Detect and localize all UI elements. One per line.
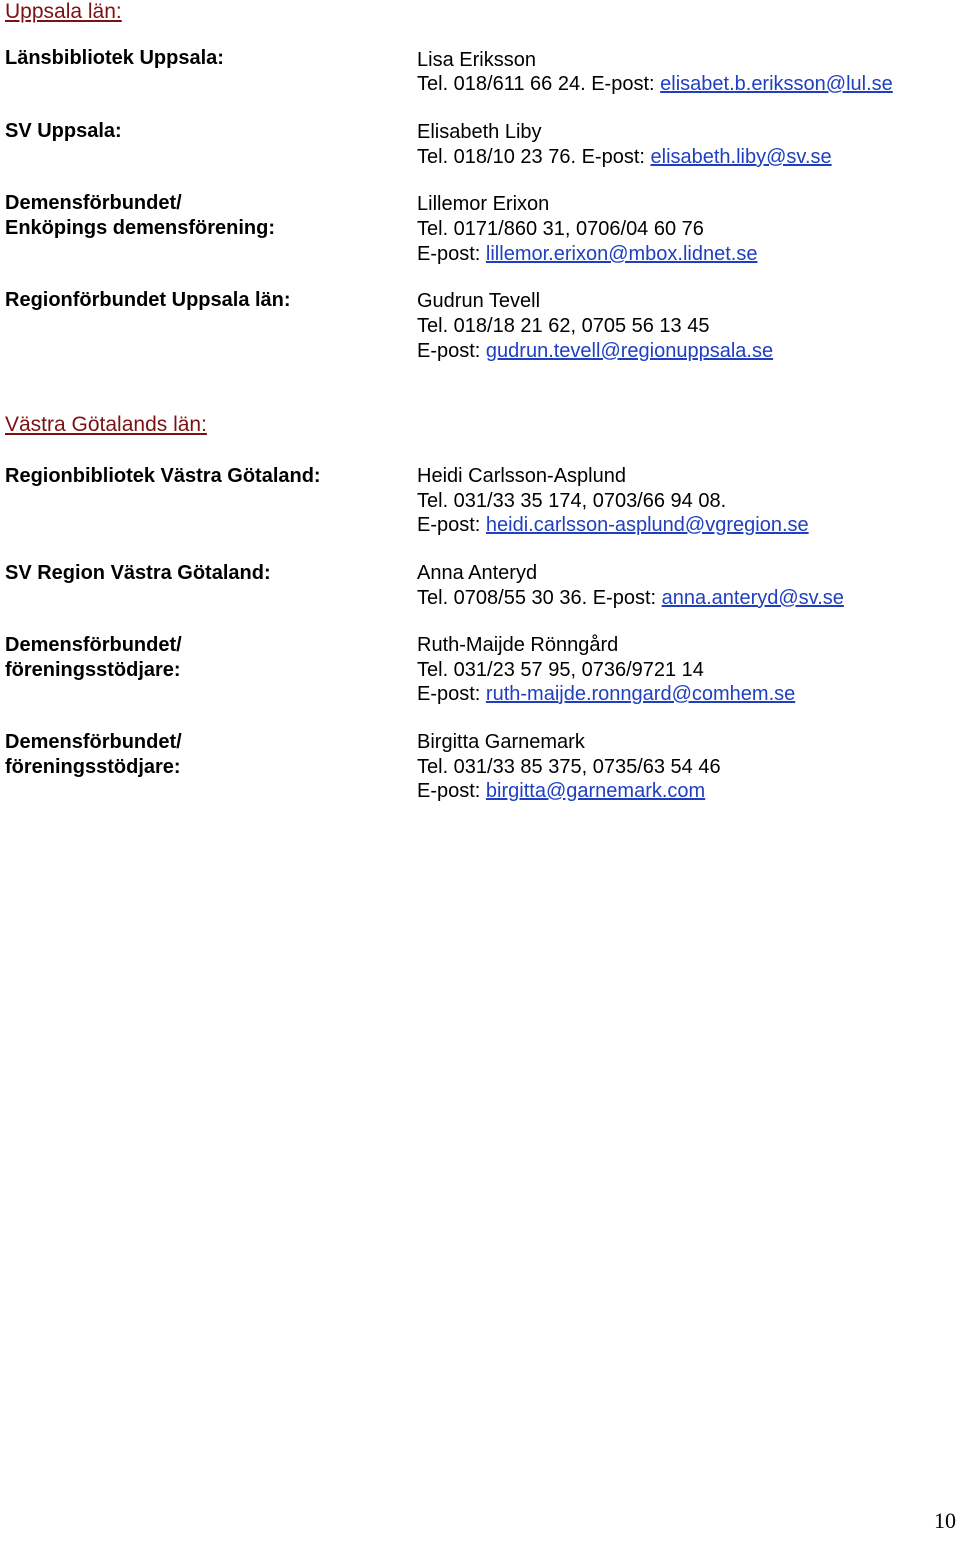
contact-line — [417, 339, 773, 363]
tel-text: Tel. 0708/55 30 36. E-post: — [417, 587, 657, 609]
org-label: SV Region Västra Götaland: — [5, 562, 271, 584]
org-label: föreningsstödjare: — [5, 756, 181, 778]
email-prefix: E-post: — [417, 514, 481, 536]
page-number: 10 — [934, 1508, 956, 1533]
contact-name: Ruth-Maijde Rönngård — [417, 634, 619, 656]
email-link[interactable]: elisabeth.liby@sv.se — [650, 146, 832, 168]
email-prefix: E-post: — [417, 243, 481, 265]
contact-line — [417, 72, 893, 96]
tel-text: Tel. 018/18 21 62, 0705 56 13 45 — [417, 315, 710, 337]
contact-name: Lillemor Erixon — [417, 193, 550, 215]
org-label: Länsbibliotek Uppsala: — [5, 47, 224, 69]
contact-line — [417, 586, 844, 610]
contact-name: Elisabeth Liby — [417, 121, 542, 143]
org-label: SV Uppsala: — [5, 120, 122, 142]
email-link[interactable]: ruth-maijde.ronngard@comhem.se — [485, 683, 796, 705]
org-label: föreningsstödjare: — [5, 659, 181, 681]
org-label: Regionförbundet Uppsala län: — [5, 289, 291, 311]
email-link[interactable]: birgitta@garnemark.com — [485, 780, 706, 802]
org-label: Enköpings demensförening: — [5, 217, 276, 239]
contact-line — [417, 779, 705, 803]
org-label: Regionbibliotek Västra Götaland: — [5, 465, 321, 487]
org-label: Demensförbundet/ — [5, 192, 182, 214]
email-link[interactable]: heidi.carlsson-asplund@vgregion.se — [485, 514, 809, 536]
section-heading-uppsala: Uppsala län: — [5, 0, 122, 23]
contact-line — [417, 513, 809, 537]
tel-text: Tel. 031/23 57 95, 0736/9721 14 — [417, 659, 704, 681]
email-prefix: E-post: — [417, 683, 481, 705]
contact-name: Birgitta Garnemark — [417, 731, 585, 753]
contact-name: Lisa Eriksson — [417, 49, 536, 71]
contact-line — [417, 682, 795, 706]
email-prefix: E-post: — [417, 340, 481, 362]
tel-text: Tel. 018/611 66 24. E-post: — [417, 73, 655, 95]
org-label: Demensförbundet/ — [5, 731, 182, 753]
tel-text: Tel. 031/33 85 375, 0735/63 54 46 — [417, 756, 721, 778]
org-label: Demensförbundet/ — [5, 634, 182, 656]
contact-line — [417, 242, 757, 266]
email-link[interactable]: gudrun.tevell@regionuppsala.se — [485, 340, 774, 362]
tel-text: Tel. 0171/860 31, 0706/04 60 76 — [417, 218, 704, 240]
section-heading-vastra-gotaland: Västra Götalands län: — [5, 413, 207, 436]
tel-text: Tel. 031/33 35 174, 0703/66 94 08. — [417, 490, 727, 512]
contact-name: Anna Anteryd — [417, 562, 538, 584]
email-link[interactable]: elisabet.b.eriksson@lul.se — [660, 73, 893, 95]
contact-name: Gudrun Tevell — [417, 290, 541, 312]
tel-text: Tel. 018/10 23 76. E-post: — [417, 146, 645, 168]
contact-name: Heidi Carlsson-Asplund — [417, 465, 626, 487]
email-link[interactable]: lillemor.erixon@mbox.lidnet.se — [485, 243, 758, 265]
email-link[interactable]: anna.anteryd@sv.se — [661, 587, 844, 609]
email-prefix: E-post: — [417, 780, 481, 802]
contact-line — [417, 145, 832, 169]
